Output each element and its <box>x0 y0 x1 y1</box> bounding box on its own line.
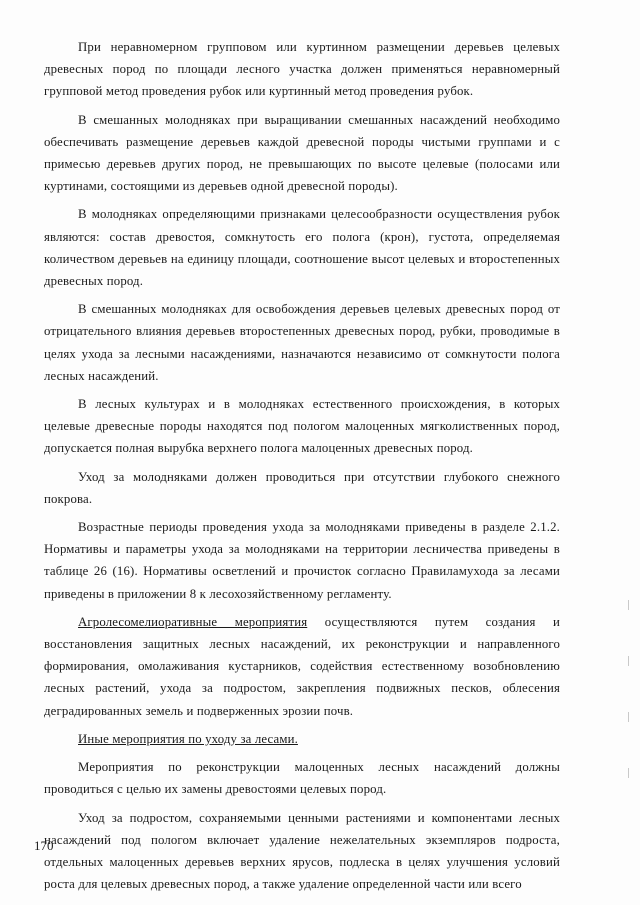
document-body <box>44 36 560 901</box>
paragraph-forest-cultures: В лесных культурах и в молодняках естественного происхождения, в которых целевые древесные породы находятся под пологом малоценных мягколиственных пород, допускается полная вырубка верхнего полога малоценных древесных пород. <box>44 397 560 456</box>
scan-mark <box>628 600 629 610</box>
agroforestry-text: осуществляются путем создания и восстановления защитных лесных насаждений, их реконструкции и направленного формирования, омолаживания кустарников, содействия естественному возобновлению лесных растений, ухода за подростом, закрепления подвижных песков, облесения деградированных земель и подверженных эрозии почв. <box>44 614 561 718</box>
agroforestry-term: Агролесомелиоративные мероприятия <box>78 614 308 629</box>
other-measures-heading <box>44 728 560 750</box>
scan-mark <box>628 768 629 778</box>
paragraph-mixed-young-stands: В смешанных молодняках при выращивании смешанных насаждений необходимо обеспечивать размещение деревьев каждой древесной породы чистыми группами и с примесью деревьев других пород, не превышающих по высоте целевые (полосами или куртинами, состоящими из деревьев одной древесной породы). <box>44 112 560 194</box>
scan-mark <box>628 656 629 666</box>
paragraph-determining-features: В молодняках определяющими признаками целесообразности осуществления рубок являются: состав древостоя, сомкнутость его полога (крон), густота, определяемая количеством деревьев на единицу площади, соотношение высот целевых и второстепенных древесных пород. <box>44 207 560 289</box>
page-number: 170 <box>34 838 54 853</box>
paragraph-agroforestry <box>44 611 560 722</box>
paragraph-release-cutting: В смешанных молодняках для освобождения деревьев целевых древесных пород от отрицательного влияния деревьев второстепенных древесных пород, рубки, проводимые в целях ухода за лесными насаждениями, назначаются независимо от сомкнутости полога лесных насаждений. <box>44 302 560 383</box>
paragraph-snow-cover: Уход за молодняками должен проводиться при отсутствии глубокого снежного покрова. <box>44 469 560 506</box>
scan-edge-marks <box>628 600 630 830</box>
scan-mark <box>628 712 629 722</box>
paragraph-reconstruction: Мероприятия по реконструкции малоценных лесных насаждений должны проводиться с целью их замены древостоями целевых пород. <box>44 760 560 797</box>
paragraph-group-method: При неравномерном групповом или куртинном размещении деревьев целевых древесных пород по площади лесного участка должен применяться неравномерный групповой метод проведения рубок или куртинный метод проведения рубок. <box>44 40 560 99</box>
paragraph-age-periods: Возрастные периоды проведения ухода за молодняками приведены в разделе 2.1.2. Нормативы и параметры ухода за молодняками на территории лесничества приведены в таблице 26 (16). Нормативы осветлений и прочисток согласно Правиламухода за лесами приведены в приложении 8 к лесохозяйственному регламенту. <box>44 520 560 601</box>
other-measures-heading-text: Иные мероприятия по уходу за лесами. <box>78 731 298 746</box>
paragraph-undergrowth-care: Уход за подростом, сохраняемыми ценными растениями и компонентами лесных насаждений под пологом включает удаление нежелательных экземпляров подроста, отдельных малоценных деревьев верхних ярусов, подлеска в целях улучшения условий роста для целевых древесных пород, а также удаление определенной части или всего <box>44 810 560 892</box>
